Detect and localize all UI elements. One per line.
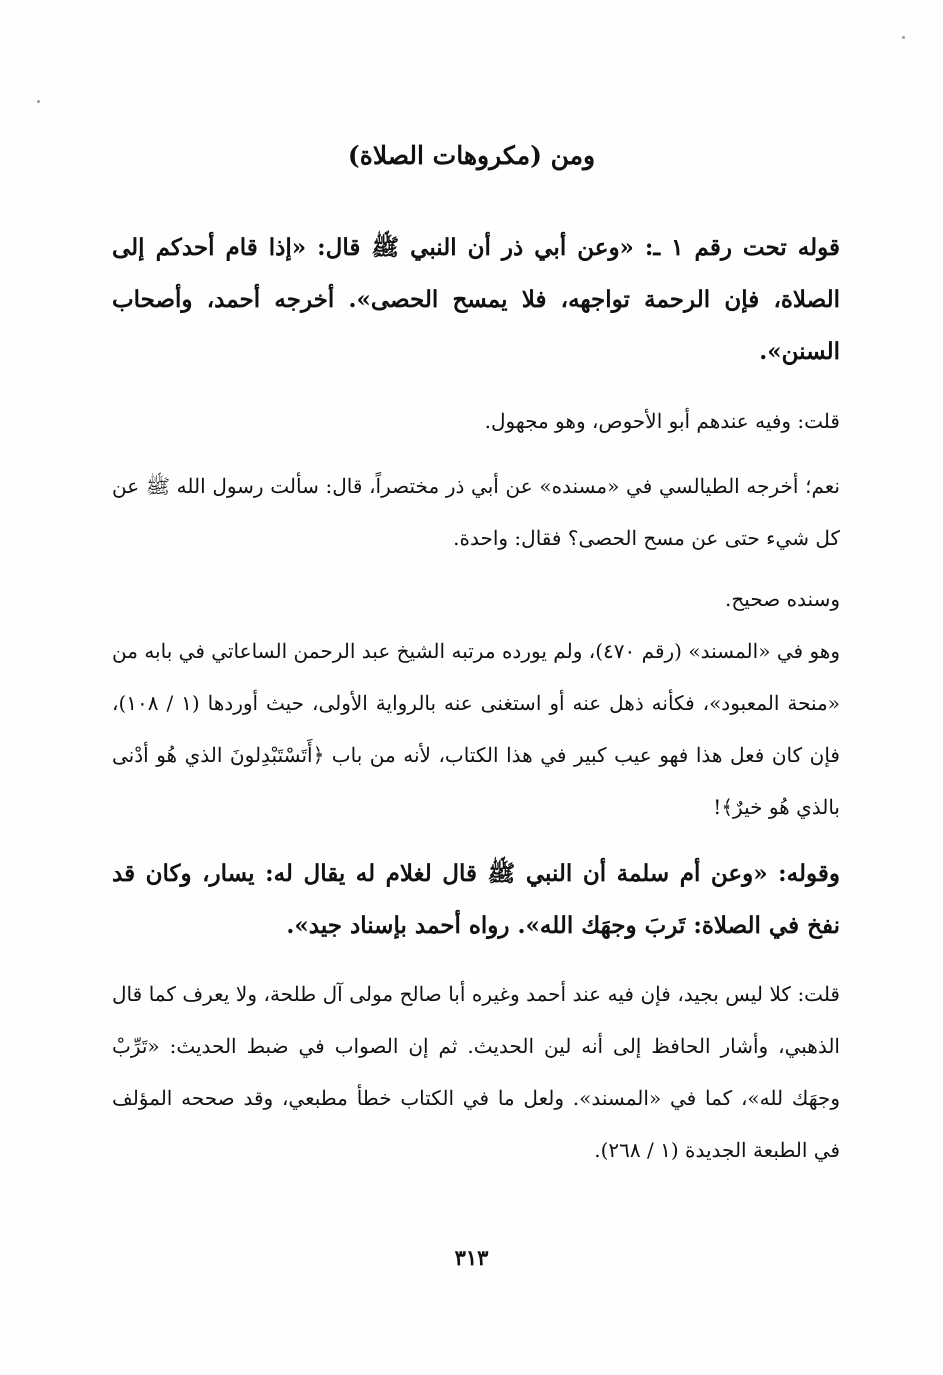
paragraph-hadith-abu-dharr: قوله تحت رقم ١ ـ: «وعن أبي ذر أن النبي ﷺ قال: «إذا قام أحدكم إلى الصلاة، فإن الرحمة تواجهه، فلا يمسح الحصى». أخرجه أحمد، وأصحاب السنن». xyxy=(112,234,840,365)
scan-speck xyxy=(902,36,905,39)
paragraph-tayalisi-narration: نعم؛ أخرجه الطيالسي في «مسنده» عن أبي ذر مختصراً، قال: سألت رسول الله ﷺ عن كل شيء حتى عن مسح الحصى؟ فقال: واحدة. xyxy=(112,474,840,550)
scan-speck xyxy=(37,100,40,103)
paragraph-hadith-umm-salama: وقوله: «وعن أم سلمة أن النبي ﷺ قال لغلام له يقال له: يسار، وكان قد نفخ في الصلاة: تَربَ وجهَك الله». رواه أحمد بإسناد جيد». xyxy=(112,860,840,939)
page-number: ٣١٣ xyxy=(454,1245,489,1270)
paragraph-comment-isnad: قلت: كلا ليس بجيد، فإن فيه عند أحمد وغيره أبا صالح مولى آل طلحة، ولا يعرف كما قال الذهبي، وأشار الحافظ إلى أنه لين الحديث. ثم إن الصواب في ضبط الحديث: «تَرِّبْ وجهَك لله»، كما في «المسند». ولعل ما في الكتاب خطأ مطبعي، وقد صححه المؤلف في الطبعة الجديدة (١ / ٢٦٨). xyxy=(112,982,840,1162)
paragraph-musnad-note: وهو في «المسند» (رقم ٤٧٠)، ولم يورده مرتبه الشيخ عبد الرحمن الساعاتي في بابه من «منحة المعبود»، فكأنه ذهل عنه أو استغنى عنه بالرواية الأولى، حيث أوردها (١ / ١٠٨)، فإن كان فعل هذا فهو عيب كبير في هذا الكتاب، لأنه من باب ﴿أَتَسْتَبْدِلونَ الذي هُو أدْنى بالذي هُو خيرٌ﴾! xyxy=(112,639,841,819)
paragraph-comment-narrator: قلت: وفيه عندهم أبو الأحوص، وهو مجهول. xyxy=(484,409,840,433)
section-title: ومن (مكروهات الصلاة) xyxy=(347,141,596,170)
paragraph-chain-authentic: وسنده صحيح. xyxy=(725,587,840,611)
